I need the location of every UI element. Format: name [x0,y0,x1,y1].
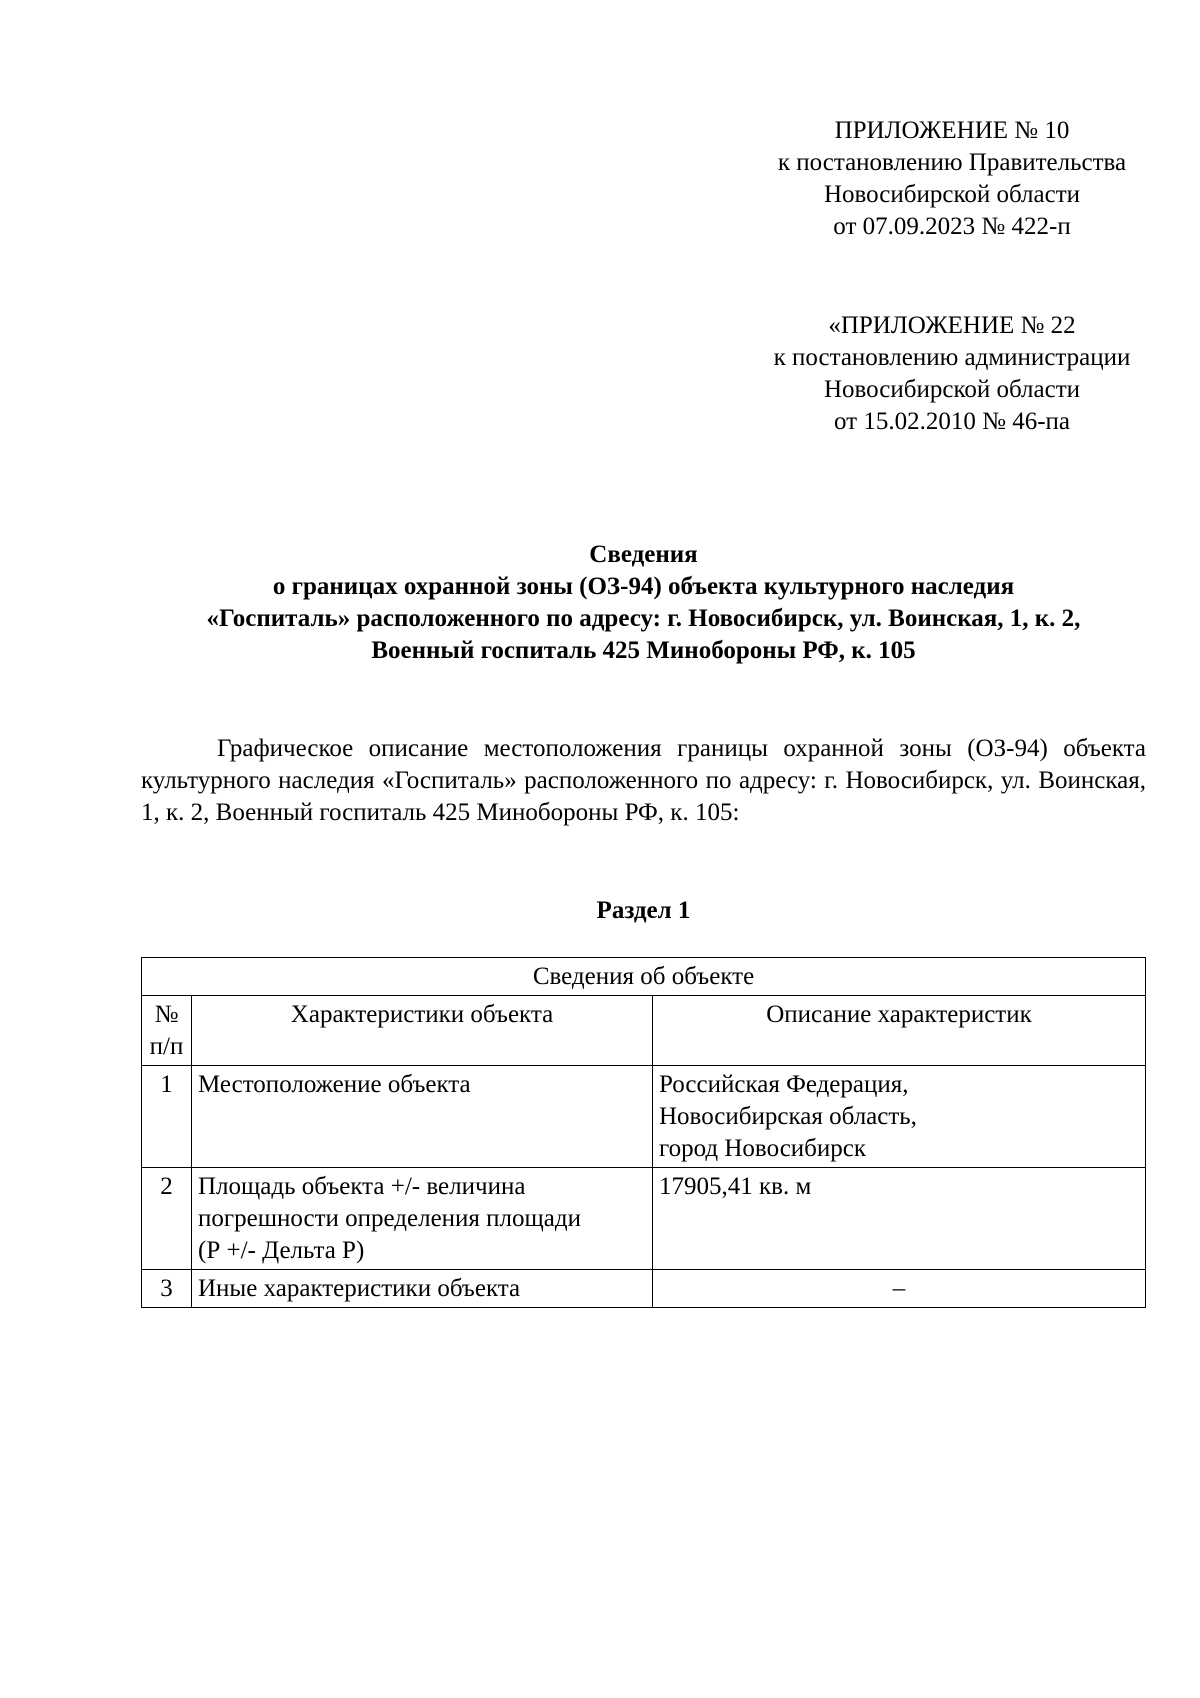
header-description: Описание характеристик [653,996,1146,1066]
appendix-header-original [727,310,1177,438]
table-row [142,1168,1146,1270]
document-title [141,539,1146,667]
appendix-header-current [727,115,1177,243]
appendix-date-number: от 07.09.2023 № 422-п [833,213,1071,240]
title-line: Военный госпиталь 425 Минобороны РФ, к. 105 [371,637,916,664]
appendix-region: Новосибирской области [823,376,1081,403]
row-number: 2 [142,1168,192,1270]
title-line: Сведения [589,541,698,568]
table-row [142,1066,1146,1168]
description-line: город Новосибирск [659,1135,867,1162]
appendix-number: ПРИЛОЖЕНИЕ № 10 [834,117,1070,144]
appendix-region: Новосибирской области [823,181,1081,208]
section-title: Раздел 1 [596,897,691,924]
appendix-date-number: от 15.02.2010 № 46-па [834,408,1070,435]
table-row [142,1270,1146,1308]
appendix-resolution-ref: к постановлению Правительства [777,149,1127,176]
row-description [653,1168,1146,1270]
title-line: о границах охранной зоны (ОЗ-94) объекта культурного наследия [272,573,1015,600]
description-line: – [892,1275,906,1302]
row-description [653,1270,1146,1308]
characteristic-line: Иные характеристики объекта [198,1275,521,1302]
header-number-abbr: п/п [149,1033,184,1060]
header-characteristic: Характеристики объекта [192,996,653,1066]
appendix-number: «ПРИЛОЖЕНИЕ № 22 [828,312,1076,339]
row-characteristic [192,1270,653,1308]
row-number: 3 [142,1270,192,1308]
description-line: Российская Федерация, [659,1071,909,1098]
table-caption-row [142,958,1146,996]
header-number [142,996,192,1066]
appendix-resolution-ref: к постановлению администрации [773,344,1131,371]
characteristic-line: погрешности определения площади [198,1205,581,1232]
row-characteristic [192,1168,653,1270]
row-description [653,1066,1146,1168]
row-characteristic [192,1066,653,1168]
characteristic-line: Площадь объекта +/- величина [198,1173,526,1200]
table-header-row [142,996,1146,1066]
object-info-table [141,957,1146,1308]
description-line: 17905,41 кв. м [659,1173,812,1200]
description-line: Новосибирская область, [659,1103,917,1130]
characteristic-line: Местоположение объекта [198,1071,471,1098]
title-line: «Госпиталь» расположенного по адресу: г. Новосибирск, ул. Воинская, 1, к. 2, [206,605,1081,632]
characteristic-line: (Р +/- Дельта Р) [198,1237,365,1264]
description-paragraph: Графическое описание местоположения границы охранной зоны (ОЗ-94) объекта культурного наследия «Госпиталь» расположенного по адресу: г. Новосибирск, ул. Воинская, 1, к. 2, Военный госпиталь 425 Минобороны РФ, к. 105: [141,735,1146,826]
row-number: 1 [142,1066,192,1168]
header-number-sign: № [154,1001,179,1028]
table-caption: Сведения об объекте [142,958,1146,996]
